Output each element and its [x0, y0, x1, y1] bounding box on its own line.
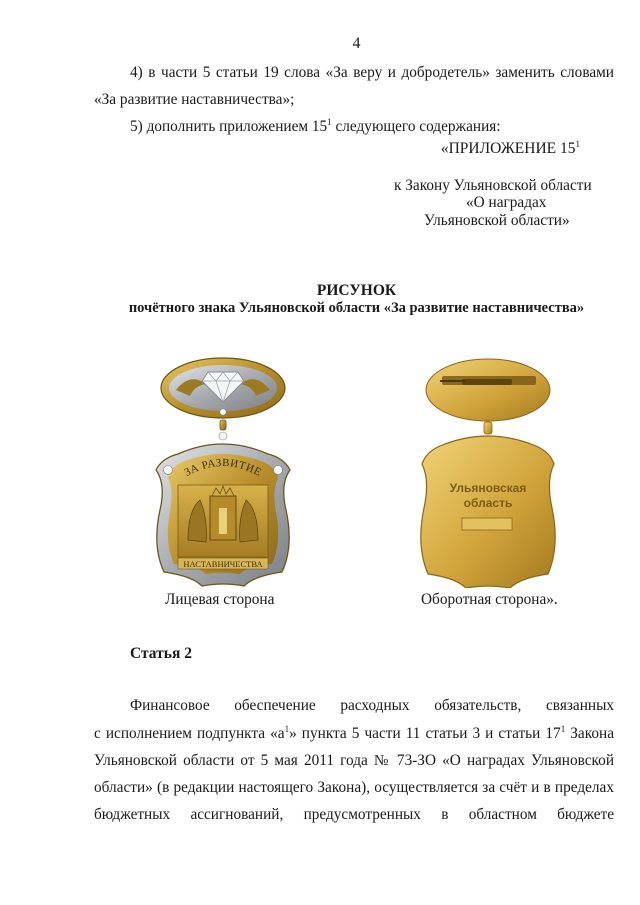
back-text-1: Ульяновская	[449, 481, 527, 495]
badge-front-image	[148, 350, 298, 588]
paragraph-line-2-sup-1: 1	[284, 724, 290, 734]
front-text-bottom: НАСТАВНИЧЕСТВА	[183, 559, 263, 569]
figure-heading: РИСУНОК	[316, 282, 397, 299]
to-law-line-3: Ульяновской области»	[424, 212, 570, 229]
page-number: 4	[352, 35, 361, 52]
appendix-title	[441, 140, 580, 158]
appendix-title-text: «ПРИЛОЖЕНИЕ 15	[440, 140, 576, 157]
back-top-bar	[426, 359, 550, 421]
item-5-sup: 1	[327, 117, 332, 127]
to-law-line-1: к Закону Ульяновской области	[394, 177, 592, 194]
paragraph-line-2-sup-2: 1	[560, 724, 566, 734]
paragraph-line-4: области» (в редакции настоящего Закона), осуществляется за счёт и в пределах	[94, 779, 614, 796]
paragraph-line-2	[94, 725, 614, 743]
article-title: Статья 2	[130, 645, 192, 662]
item-5-pre: 5) дополнить приложением 15	[130, 118, 328, 135]
paragraph-line-5: бюджетных ассигнований, предусмотренных в областном бюджете	[94, 806, 614, 823]
appendix-sup: 1	[575, 139, 580, 149]
back-text-2: область	[463, 496, 513, 510]
paragraph-line-1: Финансовое обеспечение расходных обязательств, связанных	[130, 697, 614, 714]
back-caption: Оборотная сторона».	[421, 591, 558, 608]
item-4-line-1: 4) в части 5 статьи 19 слова «За веру и добродетель» заменить словами	[130, 64, 614, 81]
front-text-top: ЗА РАЗВИТИЕ	[182, 456, 264, 479]
badge-back-image	[412, 352, 562, 588]
to-law-line-2: «О наградах	[466, 194, 547, 211]
item-5	[130, 118, 501, 136]
front-caption: Лицевая сторона	[165, 591, 275, 608]
paragraph-line-2-a: с исполнением подпункта «а	[94, 725, 285, 742]
back-shield	[421, 436, 555, 588]
paragraph-line-3: Ульяновской области от 5 мая 2011 года № 73-ЗО «О наградах Ульяновской	[94, 752, 614, 769]
figure-subheading: почётного знака Ульяновской области «За развитие наставничества»	[128, 300, 585, 316]
engraving-plate	[462, 518, 512, 530]
paragraph-line-2-b: » пункта 5 части 11 статьи 3 и статьи 17	[289, 725, 561, 742]
paragraph-line-2-c: Закона	[565, 725, 614, 742]
item-4-line-2: «За развитие наставничества»;	[94, 91, 295, 108]
item-5-post: следующего содержания:	[331, 118, 501, 135]
